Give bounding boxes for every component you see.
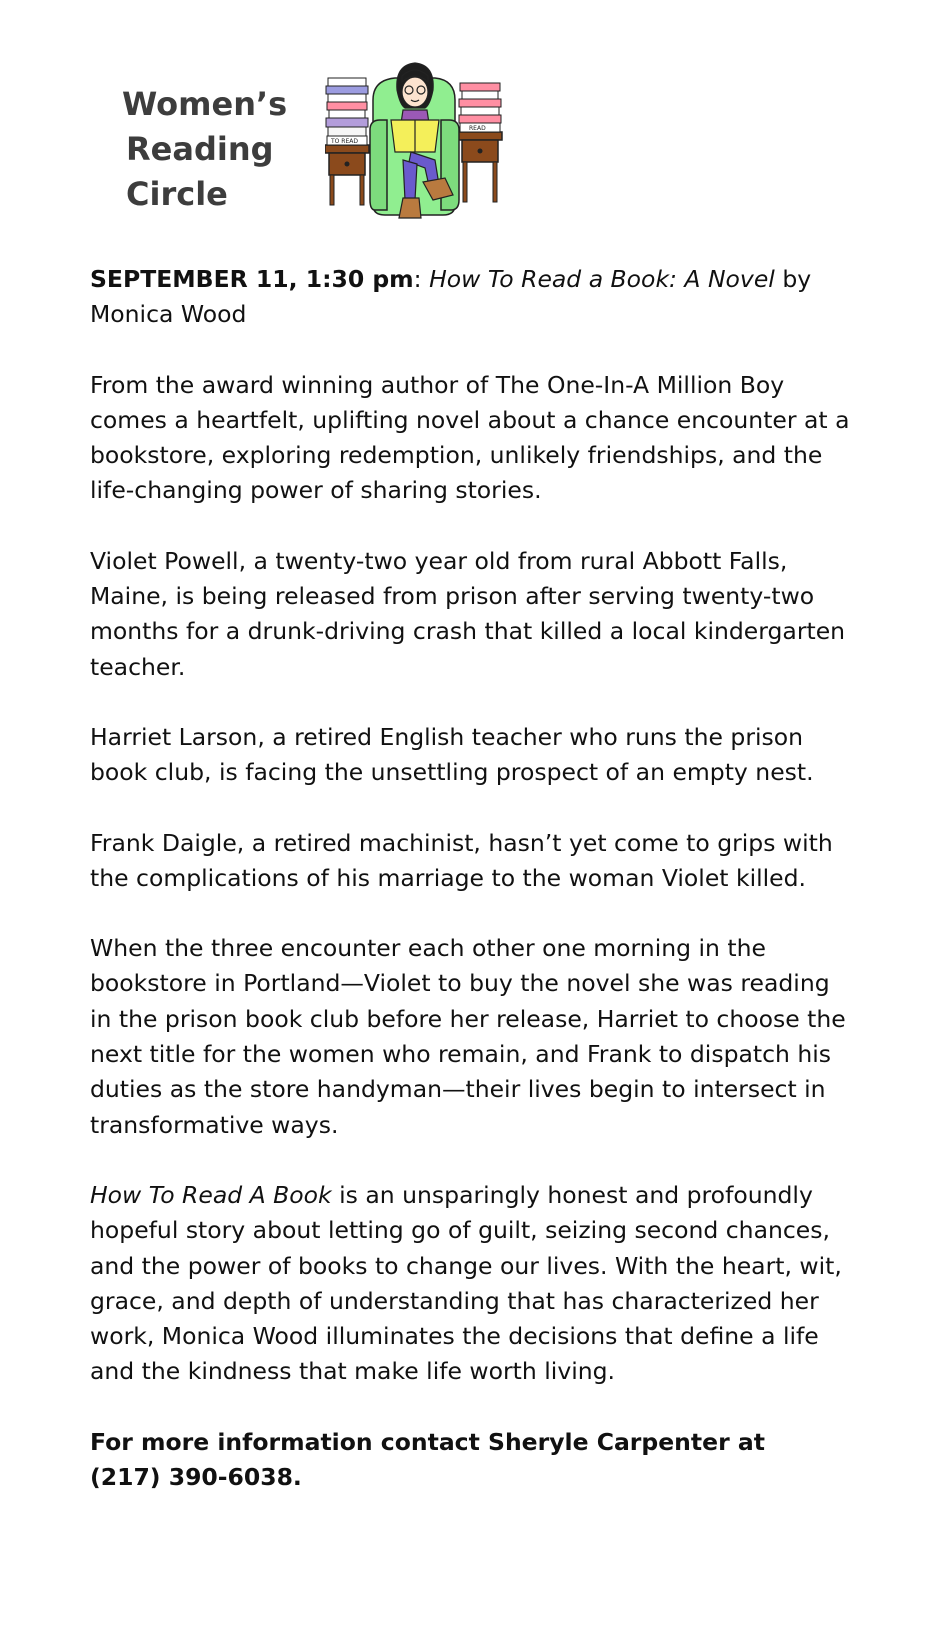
event-book-title: How To Read a Book: A Novel	[429, 265, 775, 293]
left-table	[325, 145, 369, 205]
event-by: by	[782, 265, 812, 293]
summary-book-title: How To Read A Book	[90, 1180, 332, 1209]
paragraph-frank: Frank Daigle, a retired machinist, hasn’t yet come to grips with the complications of his marriage to the woman Violet killed.	[90, 828, 833, 892]
title-line-3: Circle	[126, 175, 228, 213]
title-line-2: Reading	[126, 130, 274, 168]
event-author: Monica Wood	[90, 300, 247, 329]
page-header	[0, 0, 945, 240]
event-date: SEPTEMBER 11, 1:30 pm	[90, 265, 414, 293]
read-label: READ	[469, 125, 486, 132]
paragraph-encounter: When the three encounter each other one morning in the bookstore in Portland—Violet to buy the novel she was reading in the prison book club before her release, Harriet to choose the next title for the women who remain, and Frank to dispatch his duties as the store handyman—their lives begin to intersect in transformative ways.	[90, 934, 846, 1139]
paragraph-harriet: Harriet Larson, a retired English teacher who runs the prison book club, is facing the unsettling prospect of an empty nest.	[90, 722, 814, 787]
paragraph-intro: From the award winning author of The One-In-A Million Boy comes a heartfelt, uplifting novel about a chance encounter at a bookstore, exploring redemption, unlikely friendships, and the life-changing power of sharing stories.	[90, 370, 850, 505]
title-line-1: Women’s	[122, 85, 288, 123]
event-line	[90, 262, 850, 333]
left-book-stack	[326, 78, 368, 145]
reading-woman-illustration	[325, 60, 535, 230]
contact-phone: (217) 390-6038.	[90, 1463, 302, 1492]
right-table	[458, 132, 502, 202]
contact-line: For more information contact Sheryle Carpenter at	[90, 1427, 765, 1456]
paragraph-summary	[90, 1178, 850, 1390]
contact-info	[90, 1425, 850, 1496]
page-title	[122, 82, 287, 217]
summary-text: is an unsparingly honest and profoundly hopeful story about letting go of guilt, seizing second chances, and the power of books to change our lives. With the heart, wit, grace, and depth of understanding that has characterized her work, Monica Wood illuminates the decisions that define a life and the kindness that make life worth living.	[90, 1180, 842, 1386]
article-body	[90, 262, 850, 1530]
paragraph-violet: Violet Powell, a twenty-two year old from rural Abbott Falls, Maine, is being released from prison after serving twenty-two months for a drunk-driving crash that killed a local kindergarten teacher.	[90, 546, 846, 681]
event-separator: :	[413, 265, 422, 293]
to-read-label: TO READ	[331, 138, 358, 145]
